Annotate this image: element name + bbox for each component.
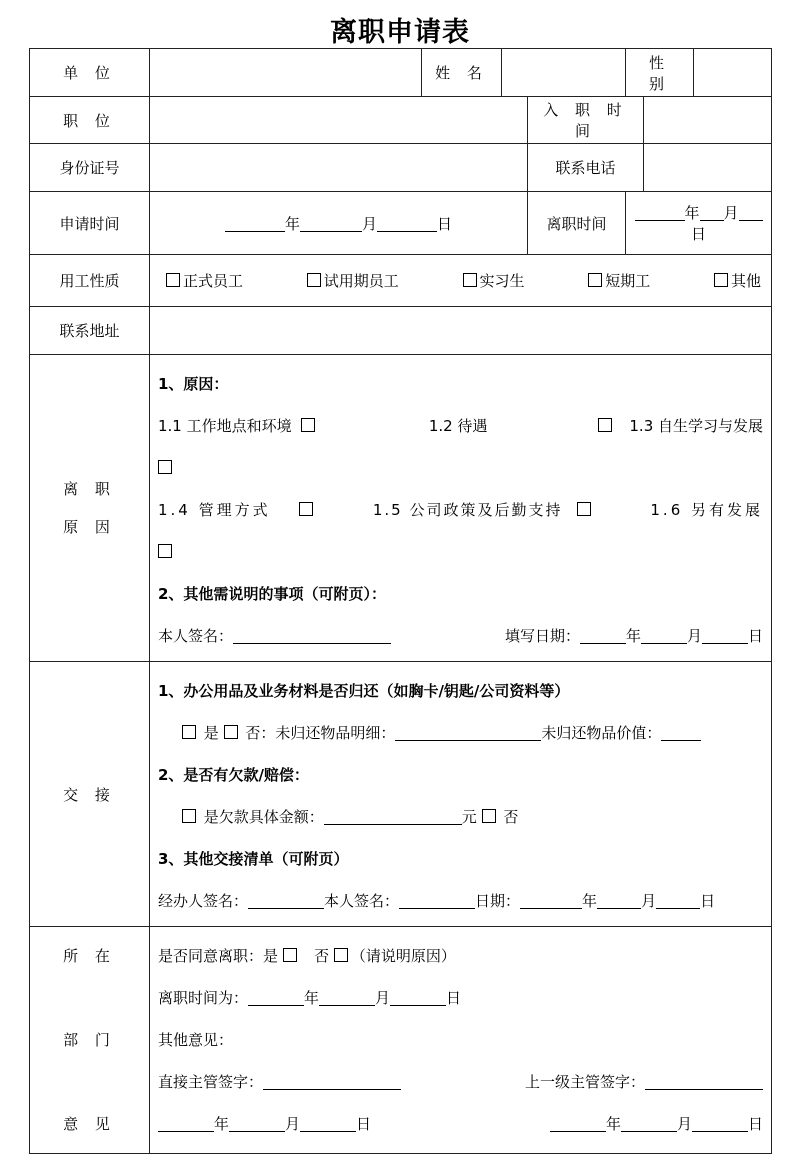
field-phone[interactable]: [644, 144, 772, 192]
dept-leave-time: 离职时间为： 年 月 日: [158, 989, 462, 1007]
handover-sign-line: 经办人签名： 本人签名： 日期： 年 月 日: [158, 892, 716, 910]
option-fulltime[interactable]: 正式员工: [166, 270, 243, 291]
reason-line-2b: [158, 531, 763, 573]
field-unit[interactable]: [150, 49, 422, 97]
label-entry-time: 入 职 时 间: [528, 97, 644, 144]
handover-q3: 3、其他交接清单（可附页）: [158, 850, 349, 868]
resignation-form: [29, 48, 772, 1154]
label-address: 联系地址: [30, 307, 150, 355]
label-name: 姓 名: [422, 49, 502, 97]
dept-dates: 年 月 日 年 月 日: [158, 1103, 763, 1145]
reason-line-1: 1.1 工作地点和环境 1.2 待遇 1.3 自生学习与发展: [158, 417, 764, 435]
label-id: 身份证号: [30, 144, 150, 192]
label-leave-time: 离职时间: [528, 192, 626, 255]
row-handover: [30, 662, 772, 927]
field-address[interactable]: [150, 307, 772, 355]
checkbox-icon[interactable]: [166, 273, 180, 287]
checkbox-icon[interactable]: [182, 809, 196, 823]
option-other[interactable]: 其他: [714, 270, 761, 291]
label-phone: 联系电话: [528, 144, 644, 192]
handover-q2: 2、是否有欠款/赔偿：: [158, 766, 309, 784]
reason-heading: 1、原因：: [158, 375, 229, 393]
row-department: [30, 927, 772, 1154]
checkbox-icon[interactable]: [299, 502, 313, 516]
checkbox-icon[interactable]: [307, 273, 321, 287]
label-apply-time: 申请时间: [30, 192, 150, 255]
dept-other: 其他意见：: [158, 1031, 234, 1049]
handover-content: [150, 662, 772, 927]
option-shortterm[interactable]: 短期工: [588, 270, 650, 291]
reason-heading-2: 2、其他需说明的事项（可附页）：: [158, 585, 386, 603]
field-name[interactable]: [502, 49, 626, 97]
row-times: [30, 192, 772, 255]
label-handover: 交 接: [30, 662, 150, 927]
checkbox-icon[interactable]: [224, 725, 238, 739]
field-position[interactable]: [150, 97, 528, 144]
department-content: [150, 927, 772, 1154]
option-probation[interactable]: 试用期员工: [307, 270, 399, 291]
checkbox-icon[interactable]: [334, 948, 348, 962]
label-reason: 离 职 原 因: [30, 355, 150, 662]
reason-sign-line: 本人签名： 填写日期： 年 月 日: [158, 627, 764, 645]
dept-signatures: 直接主管签字： 上一级主管签字：: [158, 1061, 763, 1103]
row-id: [30, 144, 772, 192]
field-apply-time[interactable]: 年 月 日: [150, 192, 528, 255]
reason-line-2: 1.4 管理方式 1.5 公司政策及后勤支持 1.6 另有发展: [158, 501, 764, 519]
field-gender[interactable]: [694, 49, 772, 97]
label-department: 所 在 部 门 意 见: [30, 927, 150, 1154]
label-gender: 性 别: [626, 49, 694, 97]
field-leave-time[interactable]: 年 月日: [626, 192, 772, 255]
reason-line-1b: [158, 447, 763, 489]
checkbox-icon[interactable]: [714, 273, 728, 287]
checkbox-icon[interactable]: [158, 460, 172, 474]
checkbox-icon[interactable]: [283, 948, 297, 962]
label-employment-type: 用工性质: [30, 255, 150, 307]
dept-agree: 是否同意离职：是 否 （请说明原因）: [158, 947, 456, 965]
option-intern[interactable]: 实习生: [463, 270, 525, 291]
checkbox-icon[interactable]: [463, 273, 477, 287]
handover-q1-answer: 是 否：未归还物品明细： 未归还物品价值：: [158, 712, 763, 754]
checkbox-icon[interactable]: [482, 809, 496, 823]
checkbox-icon[interactable]: [182, 725, 196, 739]
row-reason: [30, 355, 772, 662]
label-unit: 单 位: [30, 49, 150, 97]
checkbox-icon[interactable]: [598, 418, 612, 432]
sign-field[interactable]: [233, 627, 391, 644]
label-position: 职 位: [30, 97, 150, 144]
employment-type-options: [150, 255, 772, 307]
checkbox-icon[interactable]: [301, 418, 315, 432]
row-position: [30, 97, 772, 144]
page-title: 离职申请表: [330, 17, 470, 48]
reason-content: [150, 355, 772, 662]
row-employment-type: [30, 255, 772, 307]
checkbox-icon[interactable]: [588, 273, 602, 287]
row-unit: [30, 49, 772, 97]
checkbox-icon[interactable]: [158, 544, 172, 558]
checkbox-icon[interactable]: [577, 502, 591, 516]
field-id[interactable]: [150, 144, 528, 192]
handover-q1: 1、办公用品及业务材料是否归还（如胸卡/钥匙/公司资料等）: [158, 682, 570, 700]
handover-q2-answer: 是欠款具体金额： 元 否: [158, 796, 763, 838]
row-address: [30, 307, 772, 355]
field-entry-time[interactable]: [644, 97, 772, 144]
